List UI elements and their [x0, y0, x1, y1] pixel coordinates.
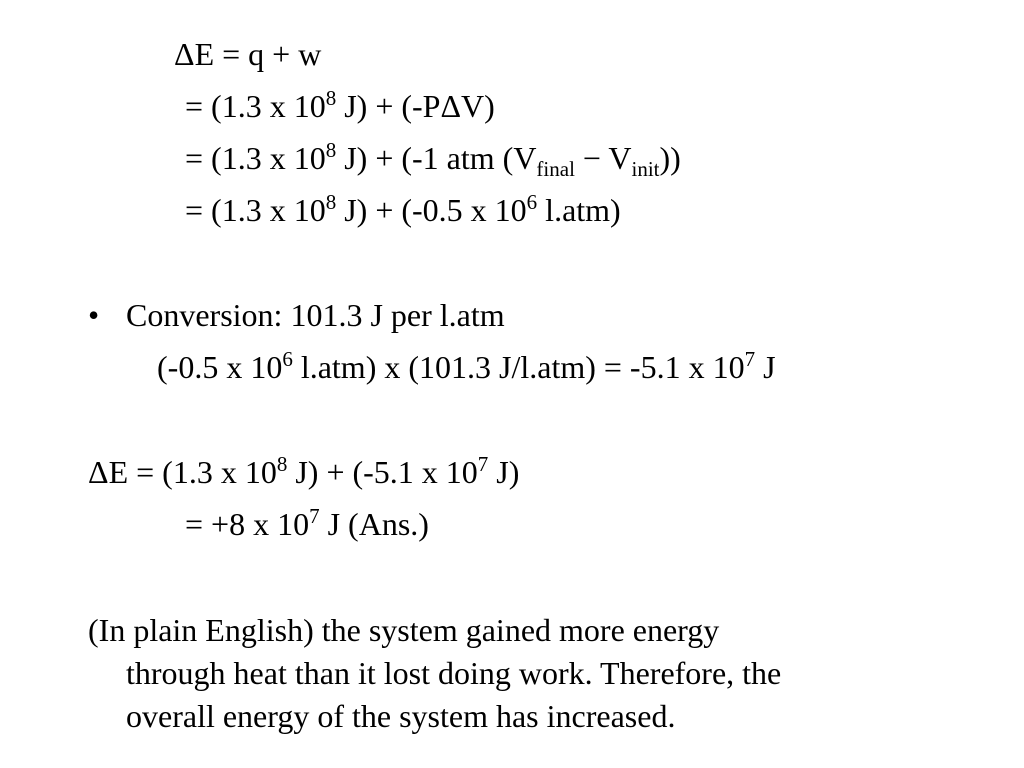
text-segment: (-0.5 x 10: [157, 349, 283, 385]
text-segment: Conversion: 101.3 J per l.atm: [126, 297, 505, 333]
text-segment: J) + (-1 atm (V: [336, 140, 537, 176]
subscript: final: [536, 156, 575, 181]
text-segment: J) + (-0.5 x 10: [336, 192, 527, 228]
delta-e-substitution: [88, 452, 519, 492]
equation-step-1: [185, 86, 495, 126]
text-segment: l.atm) x (101.3 J/l.atm) = -5.1 x 10: [292, 349, 745, 385]
text-segment: (In plain English) the system gained more energy: [88, 612, 720, 648]
superscript: 7: [309, 504, 320, 529]
text-segment: overall energy of the system has increased.: [126, 698, 676, 734]
text-segment: J) + (-5.1 x 10: [287, 454, 478, 490]
conversion-heading: [126, 295, 505, 335]
superscript: 7: [477, 452, 489, 477]
superscript: 8: [325, 86, 337, 111]
superscript: 8: [325, 190, 337, 215]
superscript: 6: [526, 190, 538, 215]
explanation-line-3: [126, 696, 675, 736]
text-segment: = +8 x 10: [185, 506, 310, 542]
text-segment: = (1.3 x 10: [185, 88, 326, 124]
subscript: init: [631, 156, 660, 181]
superscript: 7: [744, 347, 756, 372]
delta-e-answer: [185, 504, 429, 544]
equation-step-2: [185, 138, 681, 181]
explanation-line-1: [88, 610, 719, 650]
superscript: 8: [325, 138, 337, 163]
text-segment: − V: [574, 140, 632, 176]
bullet-icon: •: [88, 297, 100, 333]
text-segment: J) + (-PΔV): [336, 88, 495, 124]
superscript: 6: [282, 347, 293, 372]
text-segment: ΔE = (1.3 x 10: [88, 454, 277, 490]
text-segment: = (1.3 x 10: [185, 140, 326, 176]
superscript: 8: [276, 452, 288, 477]
text-segment: J (Ans.): [319, 506, 429, 542]
text-segment: through heat than it lost doing work. Therefore, the: [126, 655, 782, 691]
text-segment: J: [755, 349, 776, 385]
text-segment: )): [659, 140, 681, 176]
text-segment: l.atm): [537, 192, 621, 228]
text-segment: ΔE = q + w: [174, 36, 322, 72]
explanation-line-2: [126, 653, 781, 693]
equation-step-3: [185, 190, 621, 230]
equation-delta-e-definition: [174, 34, 321, 74]
conversion-calculation: [157, 347, 776, 387]
text-segment: = (1.3 x 10: [185, 192, 326, 228]
text-segment: J): [488, 454, 520, 490]
